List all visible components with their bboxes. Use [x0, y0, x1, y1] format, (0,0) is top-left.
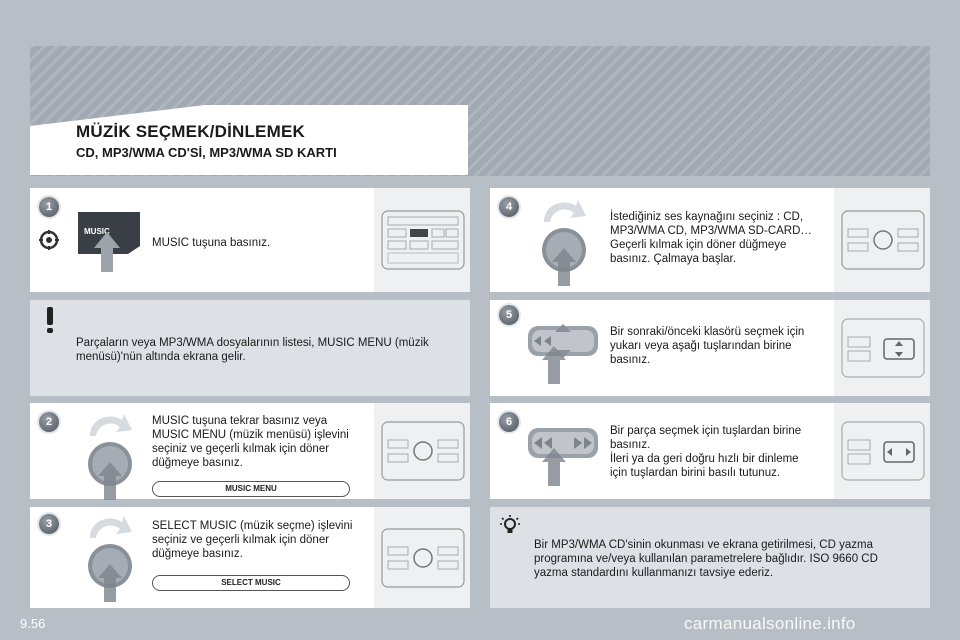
step-6-badge: 6: [499, 412, 519, 432]
page-subtitle: CD, MP3/WMA CD'Sİ, MP3/WMA SD KARTI: [76, 145, 337, 160]
rotary-knob-press-icon: [80, 508, 140, 604]
step-4-text: İstediğiniz ses kaynağını seçiniz : CD, MP3/WMA CD, MP3/WMA SD-CARD… Geçerli kılmak için döner düğmeye basınız. Çalmaya başlar.: [610, 211, 812, 265]
step-3-text: SELECT MUSIC (müzik seçme) işlevini seçiniz ve geçerli kılmak için döner düğmeye basınız.: [152, 520, 353, 560]
arrow-keys-press-icon: [524, 316, 604, 386]
note-text: Parçaların veya MP3/WMA dosyalarının listesi, MUSIC MENU (müzik menüsü)'nün altında ekrana gelir.: [76, 337, 429, 363]
page-number: 9.56: [20, 616, 46, 631]
gear-target-icon: [38, 229, 60, 251]
exclamation-icon: [42, 306, 58, 334]
radio-panel-thumbnail: [374, 507, 470, 608]
music-menu-label: MUSIC MENU: [152, 481, 350, 497]
watermark: carmanualsonline.info: [684, 614, 856, 633]
music-button-icon: [74, 210, 144, 274]
step-6-text-b: İleri ya da geri doğru hızlı bir dinleme için tuşlardan birini basılı tutunuz.: [610, 453, 799, 479]
step-2-text: MUSIC tuşuna tekrar basınız veya MUSIC MENU (müzik menüsü) işlevini seçiniz ve geçerli kılmak için döner düğmeye basınız.: [152, 415, 349, 469]
select-music-label: SELECT MUSIC: [152, 575, 350, 591]
radio-panel-thumbnail: [834, 188, 930, 292]
step-6-text-a: Bir parça seçmek için tuşlardan birine basınız.: [610, 425, 802, 451]
radio-panel-thumbnail: [834, 300, 930, 396]
music-button-label: MUSIC: [84, 227, 110, 236]
step-5-badge: 5: [499, 305, 519, 325]
step-3-badge: 3: [39, 514, 59, 534]
arrow-keys-press-icon: [524, 418, 604, 488]
rotary-knob-press-icon: [80, 406, 140, 502]
step-1-text: MUSIC tuşuna basınız.: [152, 237, 271, 249]
radio-panel-thumbnail: [374, 188, 470, 292]
tip-text: Bir MP3/WMA CD'sinin okunması ve ekrana getirilmesi, CD yazma programına ve/veya kullanılan parametrelere bağlıdır. ISO 9660 CD yazma standardını kullanmanızı tavsiye ederiz.: [534, 539, 878, 579]
step-4-badge: 4: [499, 197, 519, 217]
step-5-text: Bir sonraki/önceki klasörü seçmek için yukarı veya aşağı tuşlarından birine basınız.: [610, 326, 805, 366]
step-2-badge: 2: [39, 412, 59, 432]
rotary-knob-press-icon: [534, 192, 594, 288]
step-1-badge: 1: [39, 197, 59, 217]
page-title: MÜZİK SEÇMEK/DİNLEMEK: [76, 122, 305, 141]
radio-panel-thumbnail: [834, 403, 930, 499]
lightbulb-icon: [499, 514, 521, 536]
radio-panel-thumbnail: [374, 403, 470, 499]
